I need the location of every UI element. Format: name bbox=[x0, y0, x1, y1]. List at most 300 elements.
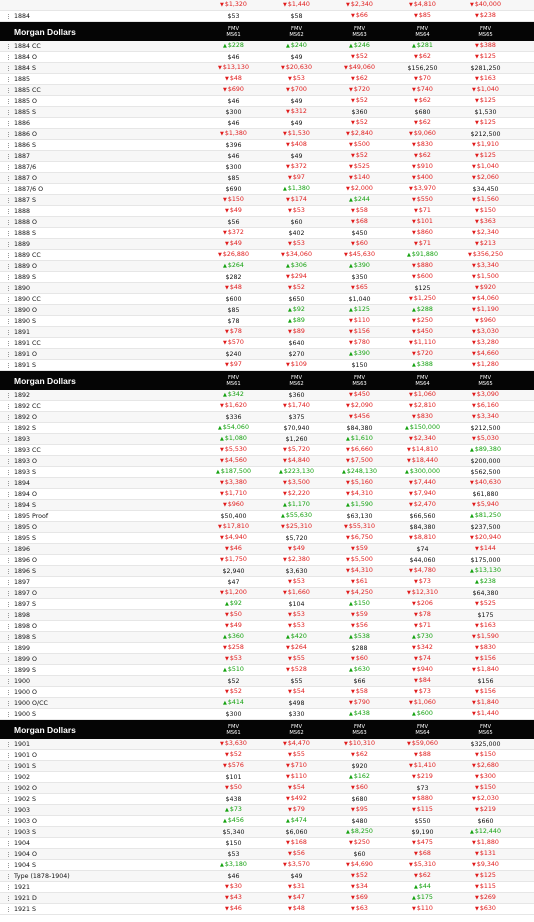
down-arrow-icon: ▼ bbox=[344, 524, 348, 530]
coin-label[interactable]: 1893 bbox=[0, 434, 202, 445]
price-value: $219 bbox=[416, 773, 433, 780]
price-value: $52 bbox=[355, 97, 368, 104]
coin-label[interactable]: 1884 S bbox=[0, 63, 202, 74]
up-arrow-icon: ▲ bbox=[412, 711, 416, 717]
coin-label[interactable]: 1891 O bbox=[0, 349, 202, 360]
price-value: $52 bbox=[229, 751, 242, 758]
coin-label[interactable]: 1888 bbox=[0, 206, 202, 217]
coin-label[interactable]: 1904 S bbox=[0, 860, 202, 871]
down-arrow-icon: ▼ bbox=[351, 208, 355, 214]
coin-label[interactable]: 1899 bbox=[0, 643, 202, 654]
coin-label[interactable]: 1892 bbox=[0, 390, 202, 401]
price-cell bbox=[202, 772, 265, 783]
price-cell bbox=[202, 52, 265, 63]
price-value: $78 bbox=[227, 317, 240, 325]
price-value: $312 bbox=[290, 108, 307, 115]
column-header-grade: MS65 bbox=[478, 380, 493, 387]
price-value: $1,060 bbox=[413, 699, 436, 706]
price-value: $52 bbox=[355, 872, 368, 879]
coin-label[interactable]: 1891 CC bbox=[0, 338, 202, 349]
down-arrow-icon: ▼ bbox=[225, 656, 229, 662]
price-value: $49 bbox=[290, 872, 303, 880]
price-cell bbox=[391, 95, 454, 107]
down-arrow-icon: ▼ bbox=[288, 208, 292, 214]
price-cell bbox=[265, 709, 328, 720]
price-value: $156 bbox=[353, 328, 370, 335]
price-cell bbox=[454, 576, 517, 588]
coin-label[interactable]: 1921 bbox=[0, 882, 202, 893]
coin-label[interactable]: 1884 bbox=[0, 11, 202, 22]
price-value: $53 bbox=[229, 655, 242, 662]
coin-label[interactable]: 1884 O bbox=[0, 52, 202, 63]
column-header-top: FMV bbox=[227, 25, 239, 32]
column-header bbox=[202, 724, 265, 736]
column-header bbox=[328, 724, 391, 736]
price-value: $740 bbox=[416, 86, 433, 93]
price-value: $20,940 bbox=[474, 534, 501, 541]
price-value: $53 bbox=[227, 850, 240, 858]
coin-label[interactable]: 1890 bbox=[0, 283, 202, 294]
price-value: $73 bbox=[418, 578, 431, 585]
coin-label[interactable]: 1902 S bbox=[0, 794, 202, 805]
up-arrow-icon: ▲ bbox=[405, 425, 409, 431]
price-value: $960 bbox=[227, 501, 244, 508]
coin-label[interactable]: 1900 O/CC bbox=[0, 698, 202, 709]
down-arrow-icon: ▼ bbox=[351, 612, 355, 618]
price-cell bbox=[202, 40, 265, 52]
down-arrow-icon: ▼ bbox=[288, 612, 292, 618]
price-cell bbox=[265, 118, 328, 129]
price-value: $363 bbox=[479, 218, 496, 225]
down-arrow-icon: ▼ bbox=[414, 13, 418, 19]
price-value: $58 bbox=[290, 12, 303, 20]
coin-label[interactable]: 1900 S bbox=[0, 709, 202, 720]
price-value: $125 bbox=[479, 152, 496, 159]
down-arrow-icon: ▼ bbox=[414, 678, 418, 684]
price-value: $270 bbox=[288, 350, 305, 358]
coin-label[interactable]: 1893 O bbox=[0, 456, 202, 467]
price-value: $2,680 bbox=[476, 762, 499, 769]
price-value: $71 bbox=[418, 622, 431, 629]
price-value: $456 bbox=[227, 817, 244, 824]
up-arrow-icon: ▲ bbox=[412, 634, 416, 640]
price-value: $3,340 bbox=[476, 262, 499, 269]
price-cell bbox=[391, 499, 454, 511]
column-header-top: FMV bbox=[479, 374, 491, 381]
down-arrow-icon: ▼ bbox=[412, 601, 416, 607]
down-arrow-icon: ▼ bbox=[409, 862, 413, 868]
coin-label[interactable]: 1901 O bbox=[0, 750, 202, 761]
price-value: $402 bbox=[288, 229, 305, 237]
price-value: $730 bbox=[416, 633, 433, 640]
price-value: $288 bbox=[351, 644, 368, 652]
coin-label[interactable]: 1892 CC bbox=[0, 401, 202, 412]
coin-label[interactable]: 1898 S bbox=[0, 632, 202, 643]
coin-label[interactable]: 1903 bbox=[0, 805, 202, 816]
price-cell bbox=[265, 827, 328, 838]
coin-label[interactable]: 1890 S bbox=[0, 316, 202, 327]
price-value: $91,880 bbox=[411, 251, 438, 258]
price-cell bbox=[454, 184, 517, 195]
down-arrow-icon: ▼ bbox=[281, 65, 285, 71]
price-value: $70,940 bbox=[283, 424, 310, 432]
column-header bbox=[265, 724, 328, 736]
price-value: $237,500 bbox=[470, 523, 501, 531]
coin-label[interactable]: 1900 bbox=[0, 676, 202, 687]
price-cell bbox=[202, 794, 265, 805]
column-header-grade: MS61 bbox=[226, 380, 241, 387]
price-value: $52 bbox=[292, 284, 305, 291]
price-value: $3,280 bbox=[476, 339, 499, 346]
coin-label[interactable]: 1888 O bbox=[0, 217, 202, 228]
price-value: $240 bbox=[225, 350, 242, 358]
down-arrow-icon: ▼ bbox=[351, 546, 355, 552]
coin-label[interactable]: 1904 O bbox=[0, 849, 202, 860]
down-arrow-icon: ▼ bbox=[346, 403, 350, 409]
price-cell bbox=[265, 676, 328, 687]
down-arrow-icon: ▼ bbox=[412, 197, 416, 203]
up-arrow-icon: ▲ bbox=[286, 43, 290, 49]
down-arrow-icon: ▼ bbox=[225, 285, 229, 291]
price-value: $1,040 bbox=[348, 295, 371, 303]
down-arrow-icon: ▼ bbox=[351, 895, 355, 901]
coin-label[interactable]: 1894 S bbox=[0, 500, 202, 511]
price-value: $8,810 bbox=[413, 534, 436, 541]
price-cell bbox=[265, 349, 328, 360]
price-value: $79 bbox=[292, 806, 305, 813]
down-arrow-icon: ▼ bbox=[346, 131, 350, 137]
price-value: $3,630 bbox=[285, 567, 308, 575]
down-arrow-icon: ▼ bbox=[286, 87, 290, 93]
price-cell bbox=[454, 129, 517, 140]
price-value: $238 bbox=[479, 12, 496, 19]
price-value: $396 bbox=[225, 141, 242, 149]
up-arrow-icon: ▲ bbox=[218, 425, 222, 431]
price-value: $4,810 bbox=[413, 1, 436, 8]
price-value: $7,440 bbox=[413, 479, 436, 486]
price-value: $269 bbox=[479, 894, 496, 901]
price-cell bbox=[391, 511, 454, 522]
price-cell bbox=[202, 782, 265, 794]
coin-label[interactable]: 1887/6 O bbox=[0, 184, 202, 195]
coin-label[interactable]: 1903 O bbox=[0, 816, 202, 827]
price-value: $330 bbox=[288, 710, 305, 718]
price-cell bbox=[202, 337, 265, 349]
price-value: $538 bbox=[353, 633, 370, 640]
down-arrow-icon: ▼ bbox=[283, 862, 287, 868]
price-value: $5,030 bbox=[476, 435, 499, 442]
coin-label[interactable]: 1897 O bbox=[0, 588, 202, 599]
coin-label[interactable]: 1899 O bbox=[0, 654, 202, 665]
price-cell bbox=[202, 272, 265, 283]
coin-label[interactable]: 1886 O bbox=[0, 129, 202, 140]
price-cell bbox=[202, 697, 265, 709]
coin-label[interactable]: 1899 S bbox=[0, 665, 202, 676]
price-value: $830 bbox=[416, 413, 433, 420]
price-cell bbox=[454, 555, 517, 566]
down-arrow-icon: ▼ bbox=[472, 307, 476, 313]
coin-label[interactable]: 1902 bbox=[0, 772, 202, 783]
down-arrow-icon: ▼ bbox=[288, 807, 292, 813]
price-cell bbox=[265, 139, 328, 151]
price-value: $46 bbox=[227, 872, 240, 880]
column-header-top: FMV bbox=[416, 723, 428, 730]
coin-label[interactable]: 1887/6 bbox=[0, 162, 202, 173]
coin-label[interactable]: 1887 O bbox=[0, 173, 202, 184]
column-header bbox=[202, 26, 265, 38]
price-cell bbox=[202, 84, 265, 96]
coin-label[interactable]: 1921 S bbox=[0, 904, 202, 915]
price-value: $68 bbox=[355, 218, 368, 225]
price-cell bbox=[454, 598, 517, 610]
down-arrow-icon: ▼ bbox=[225, 623, 229, 629]
coin-label[interactable]: 1887 bbox=[0, 151, 202, 162]
price-value: $4,470 bbox=[287, 740, 310, 747]
down-arrow-icon: ▼ bbox=[409, 700, 413, 706]
coin-label[interactable]: 1896 bbox=[0, 544, 202, 555]
price-value: $1,170 bbox=[287, 501, 310, 508]
up-arrow-icon: ▲ bbox=[470, 513, 474, 519]
down-arrow-icon: ▼ bbox=[472, 175, 476, 181]
column-header bbox=[202, 375, 265, 387]
price-value: $7,940 bbox=[413, 490, 436, 497]
price-cell bbox=[265, 434, 328, 445]
coin-label[interactable]: 1889 CC bbox=[0, 250, 202, 261]
price-value: $65 bbox=[355, 284, 368, 291]
down-arrow-icon: ▼ bbox=[223, 197, 227, 203]
coin-label[interactable]: 1901 S bbox=[0, 761, 202, 772]
down-arrow-icon: ▼ bbox=[288, 884, 292, 890]
price-value: $12,310 bbox=[411, 589, 438, 596]
down-arrow-icon: ▼ bbox=[475, 76, 479, 82]
price-value: $2,340 bbox=[476, 229, 499, 236]
coin-label[interactable]: 1921 D bbox=[0, 893, 202, 904]
down-arrow-icon: ▼ bbox=[351, 689, 355, 695]
price-value: $9,190 bbox=[411, 828, 434, 836]
price-cell bbox=[202, 859, 265, 871]
coin-label[interactable]: 1884 CC bbox=[0, 41, 202, 52]
coin-label[interactable]: 1885 O bbox=[0, 96, 202, 107]
up-arrow-icon: ▲ bbox=[470, 568, 474, 574]
coin-label[interactable]: 1897 bbox=[0, 577, 202, 588]
price-value: $450 bbox=[416, 328, 433, 335]
price-value: $101 bbox=[225, 773, 242, 781]
coin-label[interactable]: 1896 S bbox=[0, 566, 202, 577]
price-value: $390 bbox=[353, 262, 370, 269]
price-value: $68 bbox=[418, 850, 431, 857]
price-value: $85 bbox=[227, 174, 240, 182]
coin-label[interactable]: 1888 S bbox=[0, 228, 202, 239]
price-value: $34 bbox=[355, 883, 368, 890]
down-arrow-icon: ▼ bbox=[288, 175, 292, 181]
coin-label[interactable]: 1892 S bbox=[0, 423, 202, 434]
price-cell bbox=[328, 708, 391, 720]
down-arrow-icon: ▼ bbox=[472, 274, 476, 280]
down-arrow-icon: ▼ bbox=[409, 535, 413, 541]
price-value: $282 bbox=[225, 273, 242, 281]
price-value: $438 bbox=[353, 710, 370, 717]
price-cell bbox=[202, 128, 265, 140]
down-arrow-icon: ▼ bbox=[346, 491, 350, 497]
coin-label[interactable]: 1890 CC bbox=[0, 294, 202, 305]
price-value: $4,250 bbox=[350, 589, 373, 596]
coin-label[interactable]: 1890 O bbox=[0, 305, 202, 316]
price-value: $3,030 bbox=[476, 328, 499, 335]
down-arrow-icon: ▼ bbox=[344, 741, 348, 747]
price-cell bbox=[265, 554, 328, 566]
down-arrow-icon: ▼ bbox=[409, 491, 413, 497]
price-value: $1,040 bbox=[476, 86, 499, 93]
price-cell bbox=[328, 499, 391, 511]
coin-label[interactable]: 1893 S bbox=[0, 467, 202, 478]
down-arrow-icon: ▼ bbox=[225, 546, 229, 552]
price-value: $480 bbox=[351, 817, 368, 825]
down-arrow-icon: ▼ bbox=[414, 873, 418, 879]
coin-label[interactable]: 1894 bbox=[0, 478, 202, 489]
price-cell bbox=[391, 522, 454, 533]
coin-label[interactable]: 1892 O bbox=[0, 412, 202, 423]
table-title: Morgan Dollars bbox=[14, 26, 76, 37]
down-arrow-icon: ▼ bbox=[472, 502, 476, 508]
price-value: $600 bbox=[225, 295, 242, 303]
coin-label[interactable]: 1889 O bbox=[0, 261, 202, 272]
down-arrow-icon: ▼ bbox=[349, 142, 353, 148]
down-arrow-icon: ▼ bbox=[223, 763, 227, 769]
down-arrow-icon: ▼ bbox=[475, 895, 479, 901]
coin-label[interactable]: 1898 bbox=[0, 610, 202, 621]
price-cell bbox=[328, 782, 391, 794]
down-arrow-icon: ▼ bbox=[414, 120, 418, 126]
coin-label[interactable]: 1891 S bbox=[0, 360, 202, 371]
price-value: $1,530 bbox=[474, 108, 497, 116]
down-arrow-icon: ▼ bbox=[409, 2, 413, 8]
price-value: $3,970 bbox=[413, 185, 436, 192]
price-cell bbox=[454, 107, 517, 118]
coin-label[interactable]: 1897 S bbox=[0, 599, 202, 610]
down-arrow-icon: ▼ bbox=[472, 263, 476, 269]
down-arrow-icon: ▼ bbox=[475, 318, 479, 324]
coin-label[interactable]: 1901 bbox=[0, 739, 202, 750]
coin-label[interactable]: 1889 bbox=[0, 239, 202, 250]
price-cell bbox=[391, 107, 454, 118]
down-arrow-icon: ▼ bbox=[349, 414, 353, 420]
up-arrow-icon: ▲ bbox=[281, 513, 285, 519]
down-arrow-icon: ▼ bbox=[286, 142, 290, 148]
price-value: $40,630 bbox=[474, 479, 501, 486]
coin-label[interactable]: 1885 bbox=[0, 74, 202, 85]
price-cell bbox=[454, 63, 517, 74]
up-arrow-icon: ▲ bbox=[283, 502, 287, 508]
coin-label[interactable]: 1885 S bbox=[0, 107, 202, 118]
coin-label[interactable]: 1893 CC bbox=[0, 445, 202, 456]
price-cell bbox=[328, 761, 391, 772]
price-value: $860 bbox=[416, 229, 433, 236]
price-cell bbox=[391, 271, 454, 283]
price-value: $156 bbox=[479, 655, 496, 662]
down-arrow-icon: ▼ bbox=[220, 491, 224, 497]
coin-label[interactable]: 1885 CC bbox=[0, 85, 202, 96]
price-cell bbox=[265, 106, 328, 118]
coin-label[interactable]: 1887 S bbox=[0, 195, 202, 206]
coin-label[interactable]: 1886 bbox=[0, 118, 202, 129]
price-cell bbox=[202, 400, 265, 412]
up-arrow-icon: ▲ bbox=[475, 579, 479, 585]
price-cell bbox=[265, 52, 328, 63]
price-value: $59 bbox=[355, 545, 368, 552]
up-arrow-icon: ▲ bbox=[349, 634, 353, 640]
coin-label[interactable]: 1904 bbox=[0, 838, 202, 849]
coin-label[interactable]: Type (1878-1904) bbox=[0, 871, 202, 882]
price-value: $60 bbox=[290, 218, 303, 226]
coin-label[interactable]: 1889 S bbox=[0, 272, 202, 283]
price-value: $6,660 bbox=[350, 446, 373, 453]
down-arrow-icon: ▼ bbox=[286, 362, 290, 368]
coin-label[interactable]: 1900 O bbox=[0, 687, 202, 698]
coin-label[interactable]: 1902 O bbox=[0, 783, 202, 794]
coin-label[interactable]: 1891 bbox=[0, 327, 202, 338]
price-value: $5,340 bbox=[222, 828, 245, 836]
price-cell bbox=[454, 411, 517, 423]
down-arrow-icon: ▼ bbox=[225, 689, 229, 695]
price-value: $528 bbox=[290, 666, 307, 673]
price-value: $46 bbox=[227, 152, 240, 160]
price-value: $40,000 bbox=[474, 1, 501, 8]
price-cell bbox=[265, 84, 328, 96]
price-cell bbox=[265, 412, 328, 423]
price-value: $73 bbox=[229, 806, 242, 813]
down-arrow-icon: ▼ bbox=[412, 807, 416, 813]
down-arrow-icon: ▼ bbox=[351, 76, 355, 82]
price-value: $131 bbox=[479, 850, 496, 857]
up-arrow-icon: ▲ bbox=[349, 263, 353, 269]
down-arrow-icon: ▼ bbox=[223, 502, 227, 508]
price-value: $92 bbox=[292, 306, 305, 313]
price-cell bbox=[265, 871, 328, 882]
down-arrow-icon: ▼ bbox=[283, 2, 287, 8]
price-value: $1,590 bbox=[350, 501, 373, 508]
price-value: $150 bbox=[351, 361, 368, 369]
price-value: $6,060 bbox=[285, 828, 308, 836]
up-arrow-icon: ▲ bbox=[412, 362, 416, 368]
price-value: $408 bbox=[290, 141, 307, 148]
coin-label[interactable]: 1894 O bbox=[0, 489, 202, 500]
coin-label[interactable]: 1895 Proof bbox=[0, 511, 202, 522]
column-header bbox=[391, 26, 454, 38]
price-value: $50 bbox=[229, 611, 242, 618]
up-arrow-icon: ▲ bbox=[286, 634, 290, 640]
price-value: $2,840 bbox=[350, 130, 373, 137]
price-value: $223,130 bbox=[283, 468, 314, 475]
coin-label[interactable]: 1896 O bbox=[0, 555, 202, 566]
coin-label[interactable]: 1903 S bbox=[0, 827, 202, 838]
price-cell bbox=[454, 610, 517, 621]
down-arrow-icon: ▼ bbox=[351, 153, 355, 159]
price-value: $356,250 bbox=[472, 251, 503, 258]
price-value: $45,630 bbox=[348, 251, 375, 258]
coin-label[interactable]: 1898 O bbox=[0, 621, 202, 632]
coin-label[interactable]: 1895 S bbox=[0, 533, 202, 544]
price-value: $1,380 bbox=[287, 185, 310, 192]
up-arrow-icon: ▲ bbox=[220, 862, 224, 868]
price-value: $49 bbox=[290, 152, 303, 160]
coin-label[interactable]: 1886 S bbox=[0, 140, 202, 151]
price-value: $8,250 bbox=[350, 828, 373, 835]
column-header-grade: MS62 bbox=[289, 729, 304, 736]
coin-label[interactable]: 1895 O bbox=[0, 522, 202, 533]
down-arrow-icon: ▼ bbox=[344, 65, 348, 71]
down-arrow-icon: ▼ bbox=[288, 623, 292, 629]
price-value: $175,000 bbox=[470, 556, 501, 564]
